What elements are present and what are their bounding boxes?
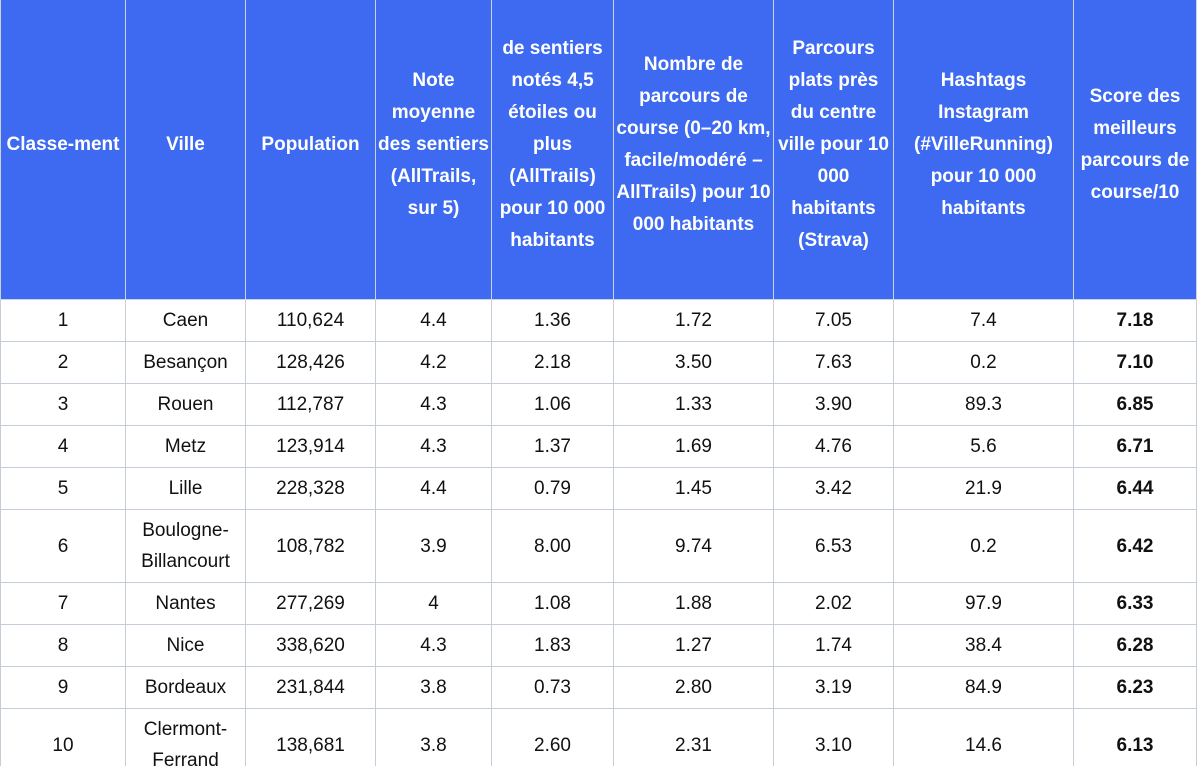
city-cell: Caen (126, 300, 246, 342)
hashtags-cell: 0.2 (894, 342, 1074, 384)
header-rank: Classe-ment (1, 0, 126, 300)
header-avg-trail-rating: Note moyenne des sentiers (AllTrails, sur 5) (376, 0, 492, 300)
hashtags-cell: 38.4 (894, 625, 1074, 667)
top-trails-cell: 1.37 (492, 426, 614, 468)
score-cell: 6.28 (1074, 625, 1197, 667)
flat-routes-cell: 3.19 (774, 667, 894, 709)
hashtags-cell: 0.2 (894, 510, 1074, 583)
table-body (1, 300, 1197, 766)
population-cell: 277,269 (246, 583, 376, 625)
score-cell: 6.85 (1074, 384, 1197, 426)
running-routes-cell: 1.33 (614, 384, 774, 426)
top-trails-cell: 1.36 (492, 300, 614, 342)
running-routes-cell: 9.74 (614, 510, 774, 583)
table-row (1, 426, 1197, 468)
header-score: Score des meilleurs parcours de course/10 (1074, 0, 1197, 300)
header-instagram-hashtags: Hashtags Instagram (#VilleRunning) pour 10 000 habitants (894, 0, 1074, 300)
header-top-rated-trails: de sentiers notés 4,5 étoiles ou plus (AllTrails) pour 10 000 habitants (492, 0, 614, 300)
running-routes-cell: 1.69 (614, 426, 774, 468)
population-cell: 128,426 (246, 342, 376, 384)
top-trails-cell: 1.06 (492, 384, 614, 426)
hashtags-cell: 89.3 (894, 384, 1074, 426)
flat-routes-cell: 3.90 (774, 384, 894, 426)
table-row (1, 510, 1197, 583)
hashtags-cell: 5.6 (894, 426, 1074, 468)
flat-routes-cell: 4.76 (774, 426, 894, 468)
rank-cell: 8 (1, 625, 126, 667)
avg-rating-cell: 3.9 (376, 510, 492, 583)
running-routes-cell: 2.80 (614, 667, 774, 709)
hashtags-cell: 14.6 (894, 709, 1074, 766)
top-trails-cell: 8.00 (492, 510, 614, 583)
flat-routes-cell: 7.05 (774, 300, 894, 342)
city-cell: Nantes (126, 583, 246, 625)
population-cell: 228,328 (246, 468, 376, 510)
hashtags-cell: 7.4 (894, 300, 1074, 342)
running-routes-cell: 2.31 (614, 709, 774, 766)
running-routes-cell: 3.50 (614, 342, 774, 384)
flat-routes-cell: 3.42 (774, 468, 894, 510)
header-row (1, 0, 1197, 300)
hashtags-cell: 21.9 (894, 468, 1074, 510)
table-row (1, 625, 1197, 667)
table-row (1, 667, 1197, 709)
rank-cell: 3 (1, 384, 126, 426)
city-cell: Lille (126, 468, 246, 510)
score-cell: 6.23 (1074, 667, 1197, 709)
city-cell: Nice (126, 625, 246, 667)
running-routes-cell: 1.88 (614, 583, 774, 625)
avg-rating-cell: 3.8 (376, 667, 492, 709)
population-cell: 112,787 (246, 384, 376, 426)
table-row (1, 583, 1197, 625)
city-cell: Boulogne-Billancourt (126, 510, 246, 583)
rank-cell: 5 (1, 468, 126, 510)
avg-rating-cell: 4.3 (376, 426, 492, 468)
table-row (1, 300, 1197, 342)
avg-rating-cell: 4.4 (376, 468, 492, 510)
avg-rating-cell: 3.8 (376, 709, 492, 766)
flat-routes-cell: 1.74 (774, 625, 894, 667)
score-cell: 6.44 (1074, 468, 1197, 510)
header-city: Ville (126, 0, 246, 300)
rank-cell: 1 (1, 300, 126, 342)
city-cell: Metz (126, 426, 246, 468)
header-population: Population (246, 0, 376, 300)
rank-cell: 10 (1, 709, 126, 766)
table-row (1, 709, 1197, 766)
score-cell: 7.10 (1074, 342, 1197, 384)
running-routes-cell: 1.27 (614, 625, 774, 667)
rank-cell: 9 (1, 667, 126, 709)
population-cell: 108,782 (246, 510, 376, 583)
avg-rating-cell: 4.3 (376, 384, 492, 426)
header-running-routes: Nombre de parcours de course (0–20 km, facile/modéré – AllTrails) pour 10 000 habitants (614, 0, 774, 300)
avg-rating-cell: 4.2 (376, 342, 492, 384)
hashtags-cell: 84.9 (894, 667, 1074, 709)
rank-cell: 2 (1, 342, 126, 384)
population-cell: 110,624 (246, 300, 376, 342)
city-cell: Besançon (126, 342, 246, 384)
top-trails-cell: 1.08 (492, 583, 614, 625)
score-cell: 6.71 (1074, 426, 1197, 468)
top-trails-cell: 2.18 (492, 342, 614, 384)
running-routes-cell: 1.45 (614, 468, 774, 510)
rank-cell: 4 (1, 426, 126, 468)
avg-rating-cell: 4.4 (376, 300, 492, 342)
table-row (1, 342, 1197, 384)
city-cell: Rouen (126, 384, 246, 426)
top-trails-cell: 2.60 (492, 709, 614, 766)
city-cell: Bordeaux (126, 667, 246, 709)
avg-rating-cell: 4 (376, 583, 492, 625)
score-cell: 7.18 (1074, 300, 1197, 342)
table-row (1, 468, 1197, 510)
score-cell: 6.13 (1074, 709, 1197, 766)
top-trails-cell: 1.83 (492, 625, 614, 667)
avg-rating-cell: 4.3 (376, 625, 492, 667)
top-trails-cell: 0.73 (492, 667, 614, 709)
population-cell: 123,914 (246, 426, 376, 468)
running-routes-cell: 1.72 (614, 300, 774, 342)
rank-cell: 6 (1, 510, 126, 583)
score-cell: 6.42 (1074, 510, 1197, 583)
rank-cell: 7 (1, 583, 126, 625)
top-trails-cell: 0.79 (492, 468, 614, 510)
header-flat-routes: Parcours plats près du centre ville pour 10 000 habitants (Strava) (774, 0, 894, 300)
city-cell: Clermont-Ferrand (126, 709, 246, 766)
flat-routes-cell: 6.53 (774, 510, 894, 583)
flat-routes-cell: 2.02 (774, 583, 894, 625)
score-cell: 6.33 (1074, 583, 1197, 625)
flat-routes-cell: 7.63 (774, 342, 894, 384)
table-row (1, 384, 1197, 426)
flat-routes-cell: 3.10 (774, 709, 894, 766)
hashtags-cell: 97.9 (894, 583, 1074, 625)
population-cell: 231,844 (246, 667, 376, 709)
population-cell: 338,620 (246, 625, 376, 667)
population-cell: 138,681 (246, 709, 376, 766)
